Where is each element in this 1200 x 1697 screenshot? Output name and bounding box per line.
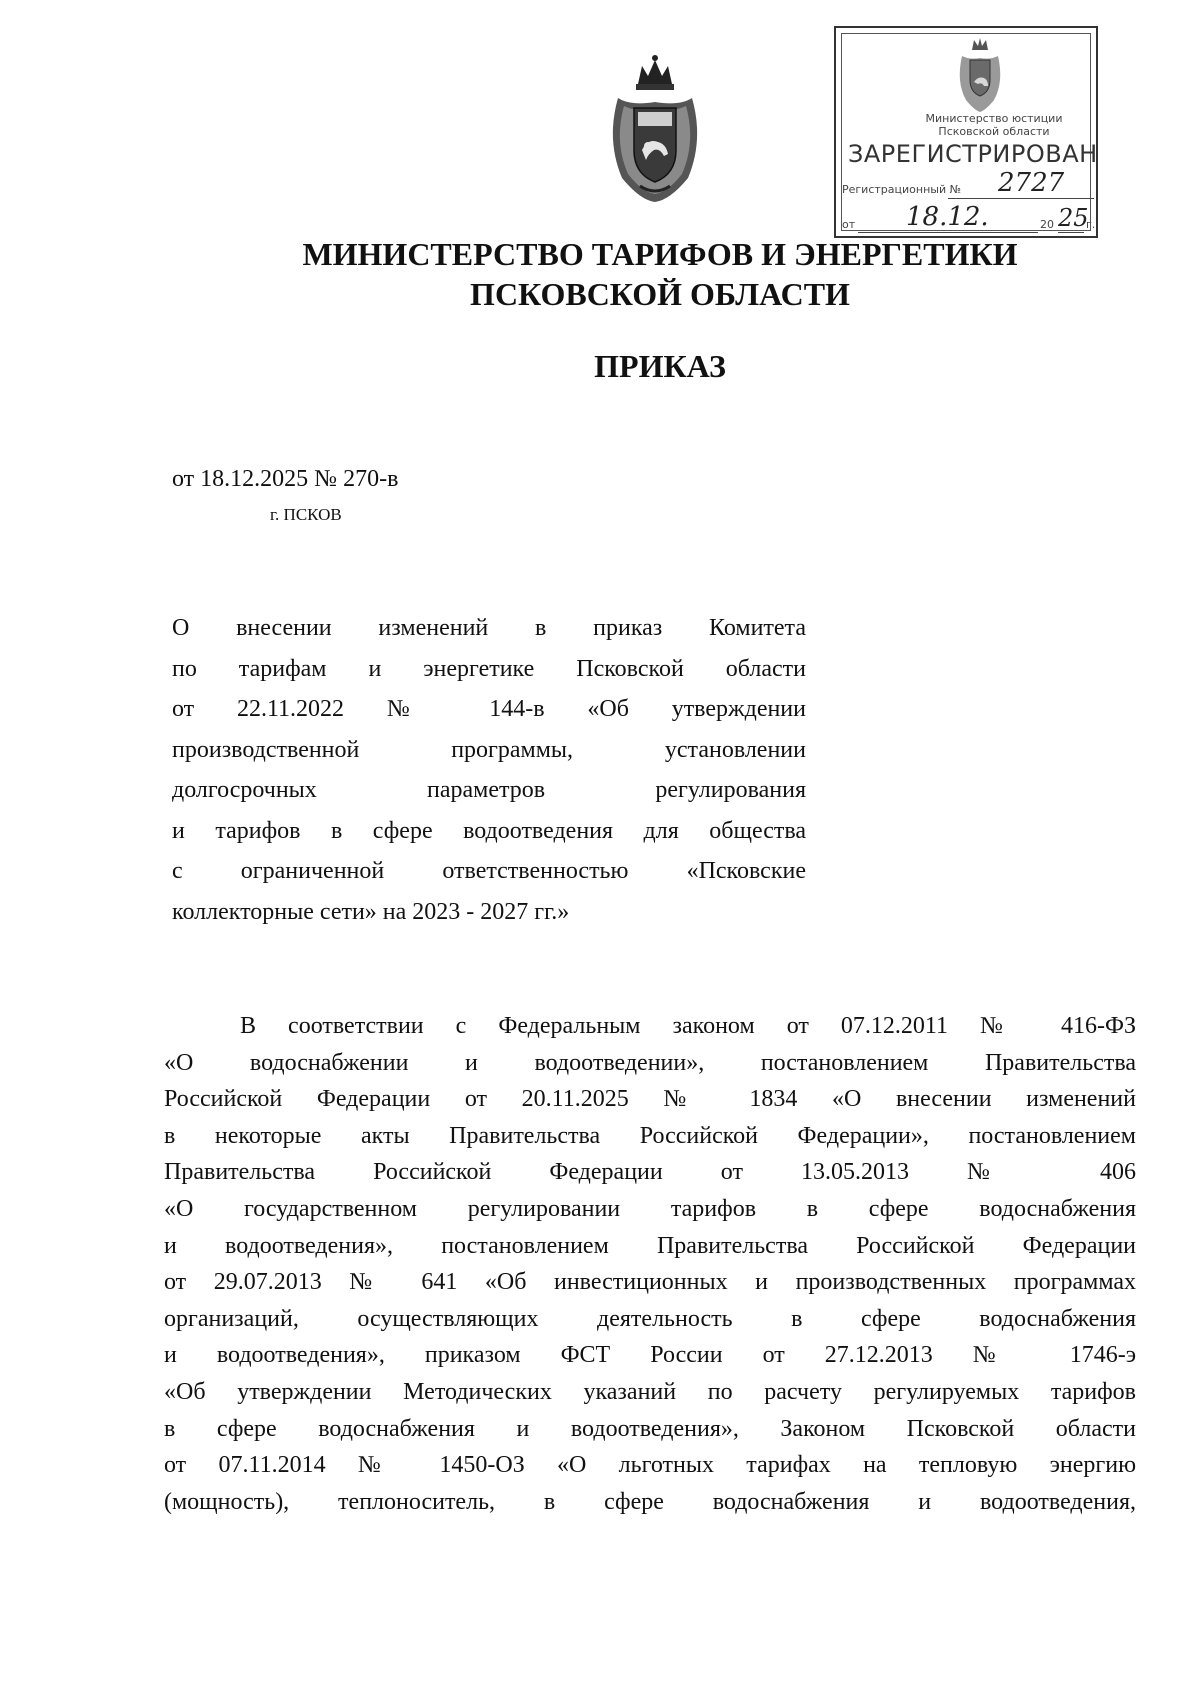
stamp-date-prefix: от	[842, 218, 856, 231]
stamp-year-prefix: 20	[1040, 218, 1054, 231]
order-body-paragraph	[164, 1008, 1136, 1520]
stamp-reg-number: 2727	[998, 168, 1065, 198]
subject-line: коллекторные сети» на 2023 - 2027 гг.»	[172, 898, 570, 925]
coat-of-arms-emblem	[600, 50, 710, 205]
subject-line: и тарифов в сфере водоотведения для общества	[172, 817, 806, 844]
subject-line: долгосрочных параметров регулирования	[172, 777, 806, 803]
body-line: организаций, осуществляющих деятельность в сфере водоснабжения	[164, 1305, 1136, 1332]
stamp-year-suffix: г.	[1086, 218, 1096, 231]
body-line: и водоотведения», постановлением Правительства Российской Федерации	[164, 1232, 1136, 1259]
subject-line: О внесении изменений в приказ Комитета	[172, 615, 806, 641]
stamp-reg-number-underline	[948, 198, 1094, 199]
organization-title-line2: ПСКОВСКОЙ ОБЛАСТИ	[470, 276, 850, 312]
body-line: в сфере водоснабжения и водоотведения», Законом Псковской области	[164, 1415, 1136, 1442]
organization-title	[200, 234, 1120, 314]
body-line: и водоотведения», приказом ФСТ России от 27.12.2013 № 1746-э	[164, 1342, 1136, 1369]
body-line: «О водоснабжении и водоотведении», постановлением Правительства	[164, 1049, 1136, 1076]
body-line: от 07.11.2014 № 1450-ОЗ «О льготных тарифах на тепловую энергию	[164, 1452, 1136, 1479]
order-subject	[172, 608, 806, 932]
body-line: (мощность), теплоноситель, в сфере водоснабжения и водоотведения,	[164, 1488, 1136, 1515]
order-number-date: от 18.12.2025 № 270-в	[172, 466, 399, 492]
body-line: В соответствии с Федеральным законом от 07.12.2011 № 416-ФЗ	[240, 1013, 1136, 1039]
organization-title-line1: МИНИСТЕРСТВО ТАРИФОВ И ЭНЕРГЕТИКИ	[302, 236, 1018, 272]
stamp-year-underline	[1058, 232, 1084, 233]
stamp-ministry-line1: Министерство юстиции	[925, 112, 1063, 125]
subject-line: от 22.11.2022 № 144-в «Об утверждении	[172, 696, 806, 722]
document-type-heading: ПРИКАЗ	[594, 348, 726, 384]
body-line: в некоторые акты Правительства Российской Федерации», постановлением	[164, 1122, 1136, 1149]
stamp-year: 25	[1058, 204, 1089, 232]
stamp-emblem-icon	[954, 36, 1006, 114]
stamp-status: ЗАРЕГИСТРИРОВАН	[848, 140, 1098, 168]
stamp-date: 18.12.	[906, 202, 989, 232]
stamp-ministry-line2: Псковской области	[938, 125, 1050, 138]
subject-line: по тарифам и энергетике Псковской области	[172, 655, 806, 682]
subject-line: с ограниченной ответственностью «Псковские	[172, 858, 806, 884]
body-line: «О государственном регулировании тарифов в сфере водоснабжения	[164, 1195, 1136, 1222]
order-city: г. ПСКОВ	[270, 505, 342, 524]
registration-stamp	[834, 26, 1098, 238]
stamp-reg-number-label: Регистрационный №	[842, 183, 962, 196]
stamp-date-underline	[858, 232, 1038, 233]
body-line: «Об утверждении Методических указаний по расчету регулируемых тарифов	[164, 1378, 1136, 1405]
subject-line: производственной программы, установлении	[172, 736, 806, 763]
body-line: Правительства Российской Федерации от 13.05.2013 № 406	[164, 1159, 1136, 1186]
body-line: Российской Федерации от 20.11.2025 № 1834 «О внесении изменений	[164, 1086, 1136, 1113]
body-line: от 29.07.2013 № 641 «Об инвестиционных и производственных программах	[164, 1269, 1136, 1296]
